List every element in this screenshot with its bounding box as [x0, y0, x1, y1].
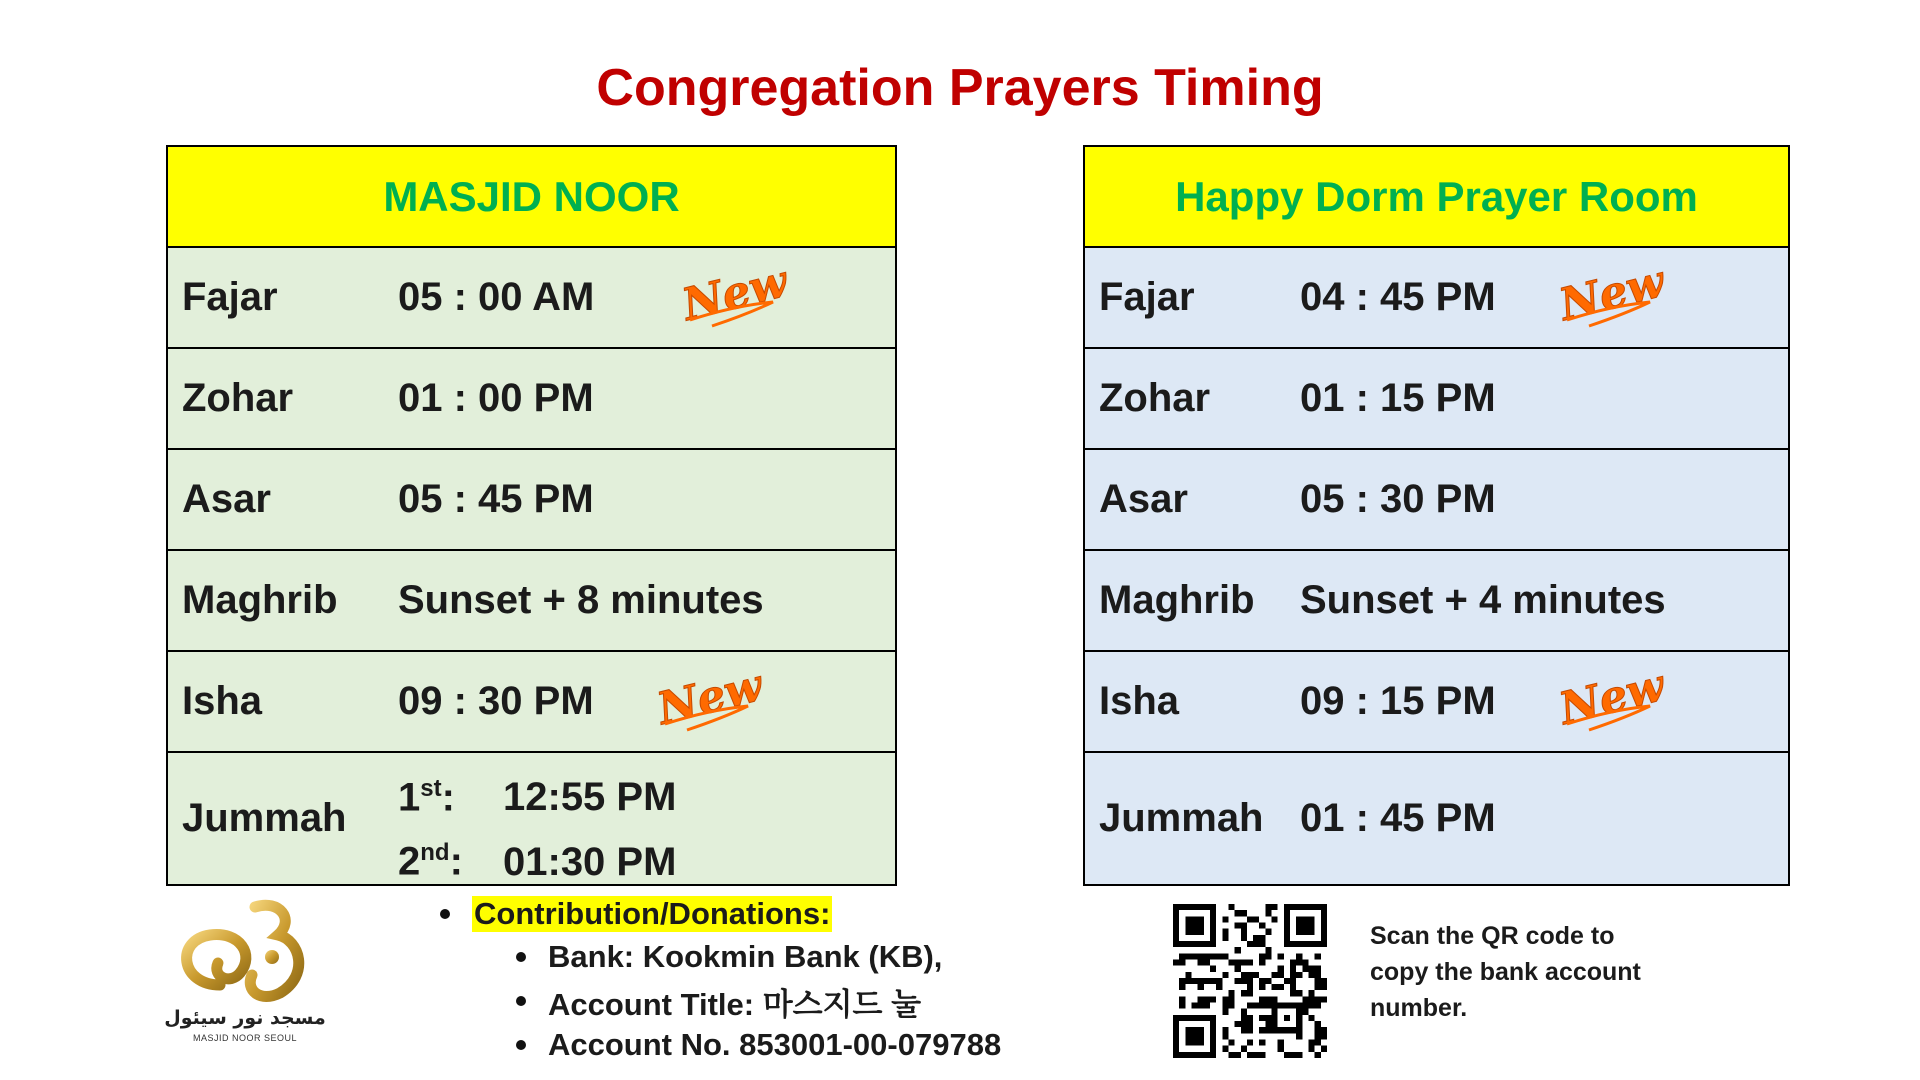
prayer-row — [1085, 450, 1788, 551]
bullet-icon — [516, 952, 526, 962]
prayer-name: Isha — [1099, 679, 1180, 723]
logo-emblem-icon — [160, 895, 330, 1007]
prayer-name: Maghrib — [182, 578, 338, 622]
prayer-name: Asar — [1099, 477, 1188, 521]
logo-english-text: MASJID NOOR SEOUL — [192, 1033, 297, 1043]
prayer-time: 01 : 45 PM — [1300, 796, 1496, 840]
donation-info — [440, 893, 1001, 1067]
prayer-row — [168, 551, 895, 652]
prayer-name: Fajar — [182, 275, 278, 319]
prayer-time: 05 : 00 AM — [398, 275, 595, 319]
prayer-row-jummah — [168, 753, 895, 884]
masjid-noor-heading: MASJID NOOR — [168, 147, 895, 248]
bullet-icon — [440, 909, 450, 919]
new-badge-icon: New — [652, 659, 768, 736]
prayer-row-jummah — [1085, 753, 1788, 884]
prayer-time: 05 : 45 PM — [398, 477, 594, 521]
jummah-times: 1st: 12:55 PM 2nd: 01:30 PM — [398, 761, 676, 890]
prayer-time: 09 : 15 PM — [1300, 679, 1496, 723]
account-number: Account No. 853001-00-079788 — [548, 1027, 1002, 1062]
prayer-name: Jummah — [182, 796, 347, 840]
prayer-time: 05 : 30 PM — [1300, 477, 1496, 521]
jummah-first-time: 12:55 PM — [503, 775, 677, 820]
prayer-name: Fajar — [1099, 275, 1195, 319]
bullet-icon — [516, 996, 526, 1006]
prayer-time: Sunset + 4 minutes — [1300, 578, 1666, 622]
prayer-row — [168, 248, 895, 349]
prayer-name: Zohar — [182, 376, 294, 420]
qr-instructions: Scan the QR code to copy the bank account number. — [1370, 922, 1641, 1022]
new-badge-icon: New — [677, 255, 793, 332]
bullet-icon — [516, 1040, 526, 1050]
logo-arabic-text: مسجد نور سيئول — [164, 1007, 326, 1029]
prayer-time: 01 : 15 PM — [1300, 376, 1496, 420]
happy-dorm-heading: Happy Dorm Prayer Room — [1085, 147, 1788, 248]
page-title: Congregation Prayers Timing — [596, 59, 1324, 117]
account-title: Account Title: 마스지드 눌 — [548, 986, 922, 1022]
prayer-row — [168, 450, 895, 551]
new-badge-icon: New — [1554, 659, 1670, 736]
new-badge-icon: New — [1554, 255, 1670, 332]
prayer-name: Zohar — [1099, 376, 1211, 420]
prayer-row — [1085, 349, 1788, 450]
jummah-second-time: 01:30 PM — [503, 839, 677, 884]
prayer-row — [1085, 248, 1788, 349]
happy-dorm-table — [1083, 145, 1790, 886]
prayer-row — [1085, 551, 1788, 652]
prayer-time: 01 : 00 PM — [398, 376, 594, 420]
prayer-name: Maghrib — [1099, 578, 1255, 622]
prayer-time: 04 : 45 PM — [1300, 275, 1496, 319]
prayer-row — [168, 652, 895, 753]
donation-heading: Contribution/Donations: — [474, 896, 831, 931]
prayer-name: Isha — [182, 679, 263, 723]
masjid-noor-table — [166, 145, 897, 886]
prayer-name: Jummah — [1099, 796, 1264, 840]
prayer-row — [1085, 652, 1788, 753]
prayer-name: Asar — [182, 477, 271, 521]
masjid-noor-logo — [160, 895, 330, 1055]
qr-code-icon[interactable] — [1173, 904, 1327, 1058]
prayer-time: 09 : 30 PM — [398, 679, 594, 723]
prayer-row — [168, 349, 895, 450]
prayer-time: Sunset + 8 minutes — [398, 578, 764, 622]
bank-name: Bank: Kookmin Bank (KB), — [548, 939, 943, 974]
